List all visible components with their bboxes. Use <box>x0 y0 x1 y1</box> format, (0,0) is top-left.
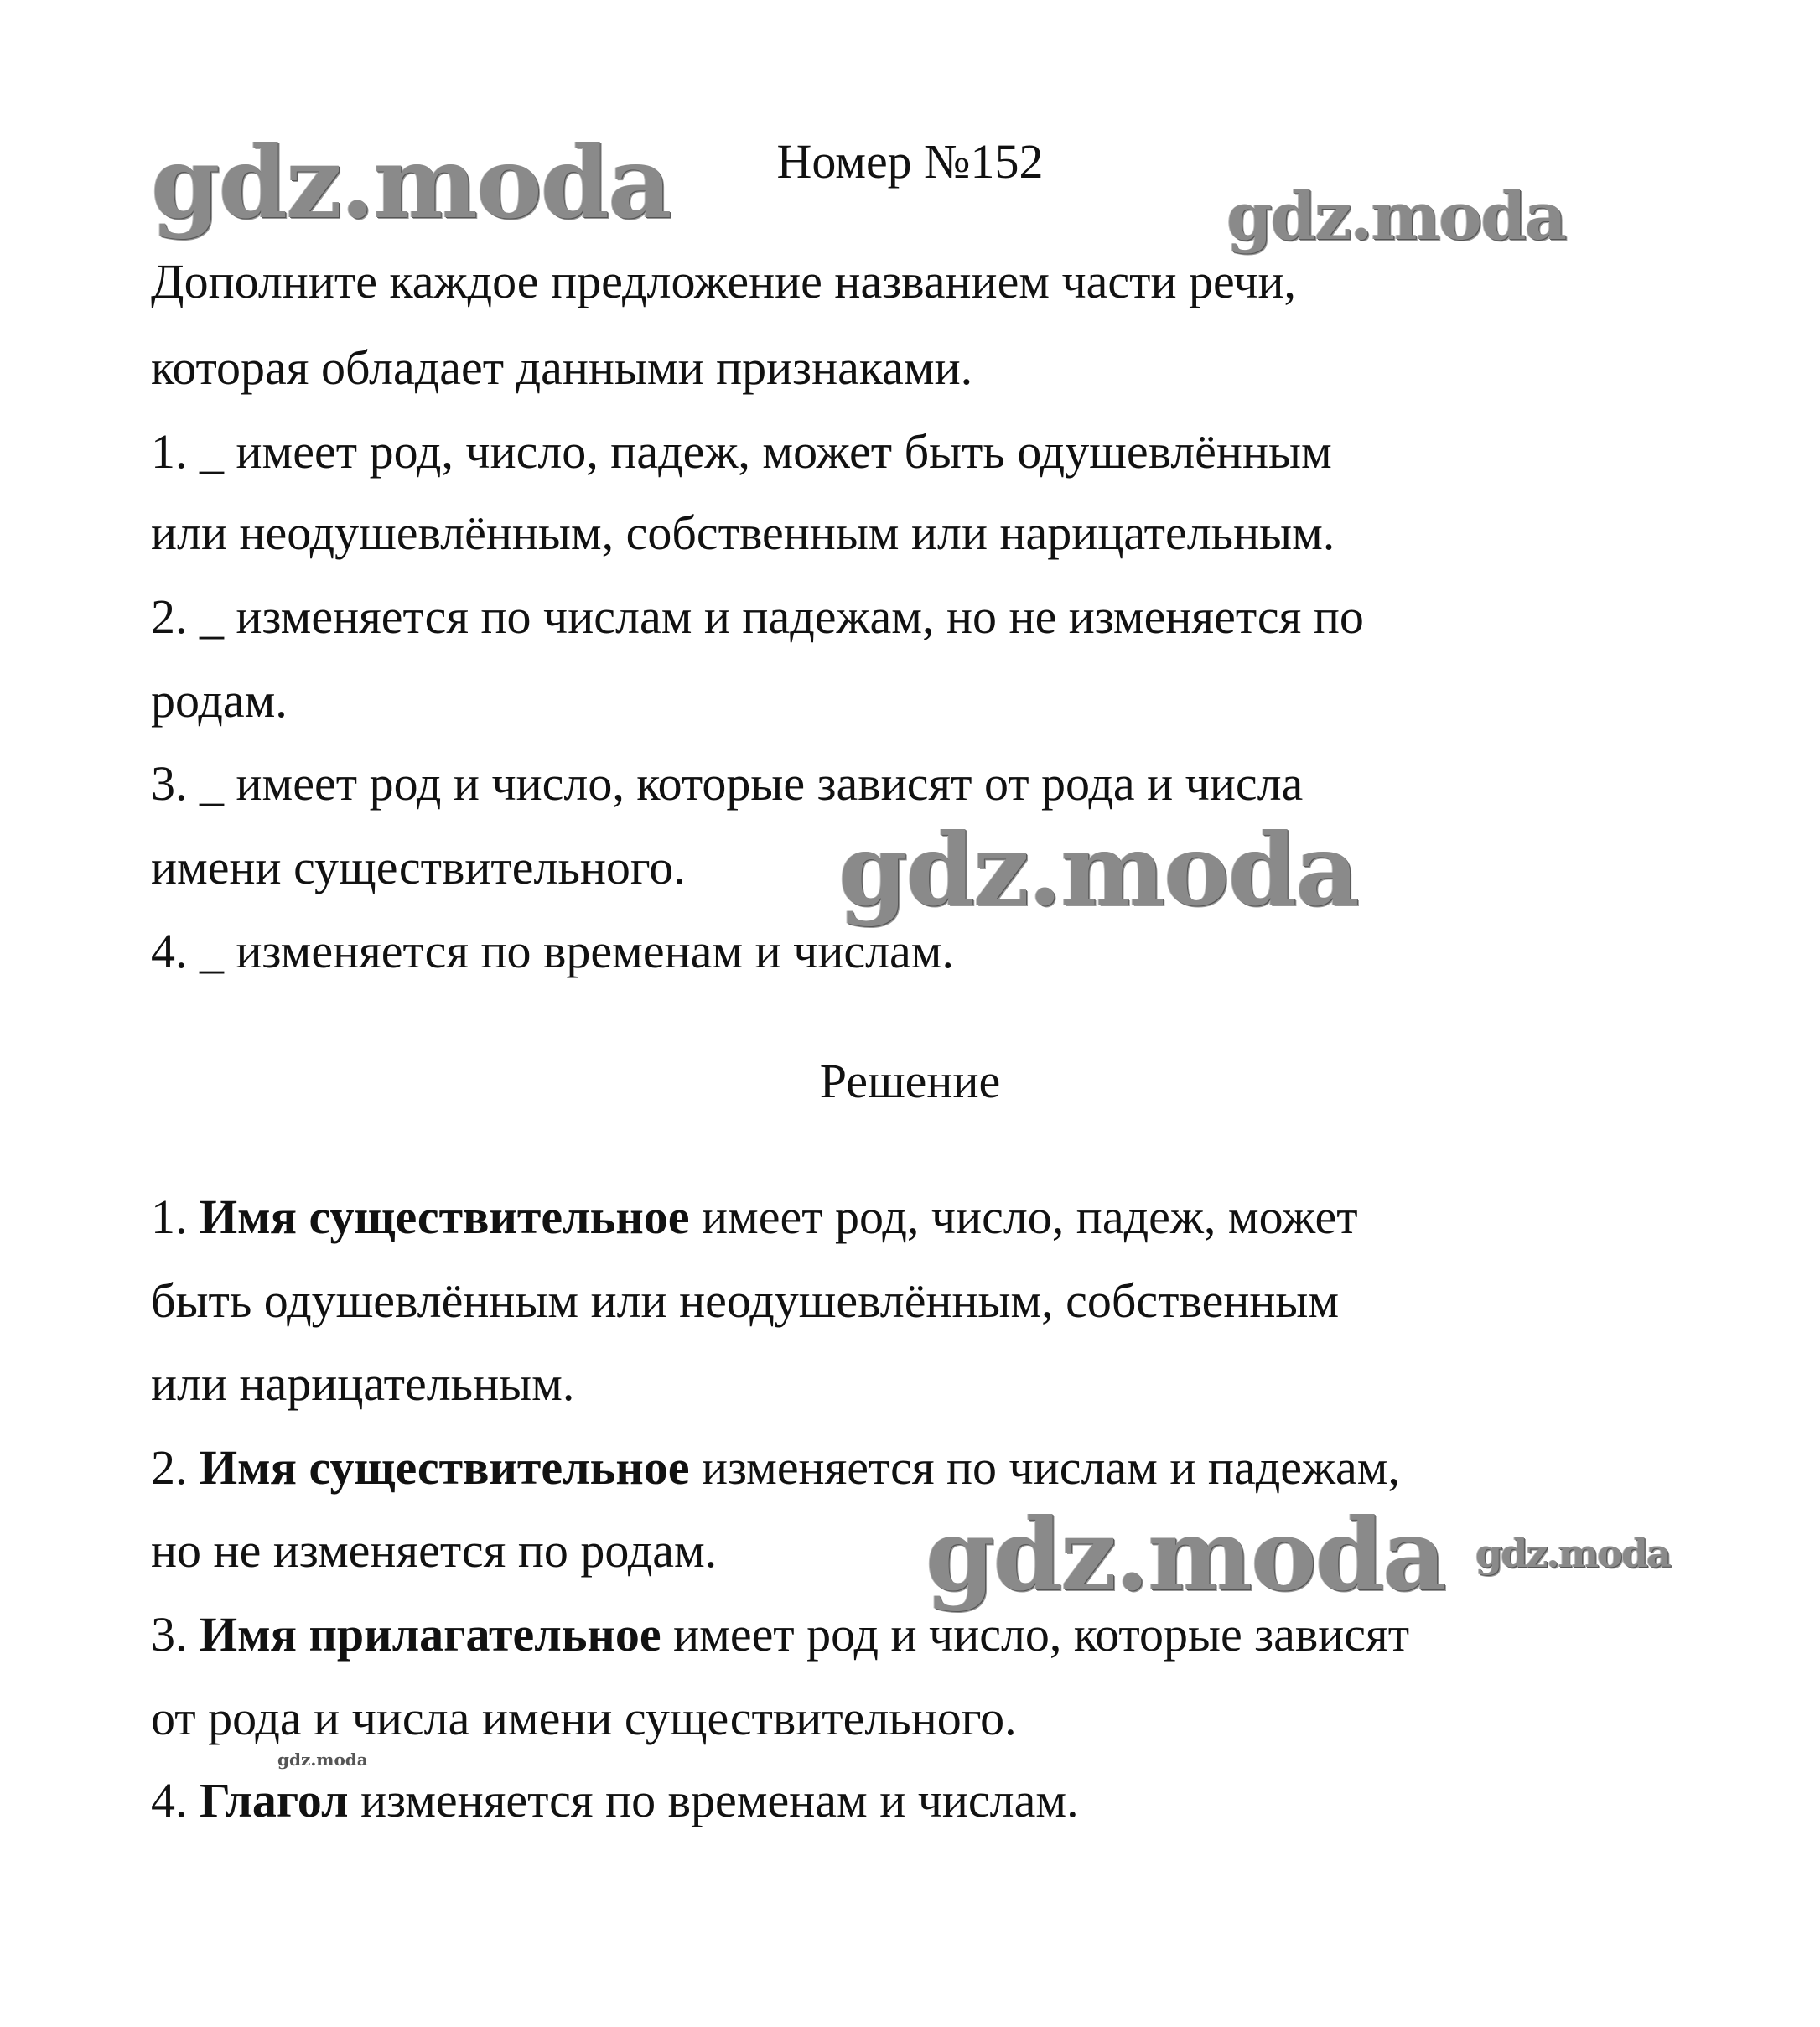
item-number: 1. <box>151 1190 200 1244</box>
solution-line <box>151 1771 1079 1830</box>
watermark-logo: gdz.moda <box>1475 1531 1670 1576</box>
solution-heading: Решение <box>819 1054 1001 1108</box>
page-title: Номер №152 <box>776 134 1044 189</box>
task-line: имени существительного. <box>151 840 686 894</box>
task-line: 4. _ изменяется по временам и числам. <box>151 924 954 978</box>
answer-term: Имя существительное <box>200 1440 690 1495</box>
answer-term: Имя существительное <box>200 1190 690 1244</box>
answer-term: Глагол <box>200 1773 349 1827</box>
watermark-logo: gdz.moda <box>1226 179 1566 255</box>
watermark-logo: gdz.moda <box>151 124 671 241</box>
item-number: 4. <box>151 1773 200 1827</box>
item-number: 2. <box>151 1440 200 1495</box>
solution-line <box>151 1439 1400 1497</box>
task-line: которая обладает данными признаками. <box>151 340 973 395</box>
watermark-logo: gdz.moda <box>277 1750 368 1770</box>
watermark-logo: gdz.moda <box>838 811 1358 928</box>
task-line: 1. _ имеет род, число, падеж, может быть одушевлённым <box>151 424 1332 479</box>
item-text: изменяется по временам и числам. <box>348 1773 1079 1827</box>
solution-line <box>151 1188 1358 1247</box>
task-line: родам. <box>151 673 288 728</box>
item-text: имеет род, число, падеж, может <box>689 1190 1358 1244</box>
watermark-logo: gdz.moda <box>926 1496 1445 1613</box>
item-text: имеет род и число, которые зависят <box>661 1607 1410 1662</box>
task-line: или неодушевлённым, собственным или нарицательным. <box>151 505 1335 560</box>
solution-line: быть одушевлённым или неодушевлённым, собственным <box>151 1273 1340 1328</box>
item-number: 3. <box>151 1607 200 1662</box>
solution-line: но не изменяется по родам. <box>151 1523 718 1578</box>
solution-line: или нарицательным. <box>151 1356 575 1411</box>
task-line: Дополните каждое предложение названием части речи, <box>151 254 1297 308</box>
answer-term: Имя прилагательное <box>200 1607 661 1662</box>
item-text: изменяется по числам и падежам, <box>689 1440 1400 1495</box>
task-line: 2. _ изменяется по числам и падежам, но не изменяется по <box>151 589 1364 644</box>
solution-line <box>151 1605 1409 1664</box>
task-line: 3. _ имеет род и число, которые зависят от рода и числа <box>151 756 1304 811</box>
solution-line: от рода и числа имени существительного. <box>151 1691 1017 1745</box>
